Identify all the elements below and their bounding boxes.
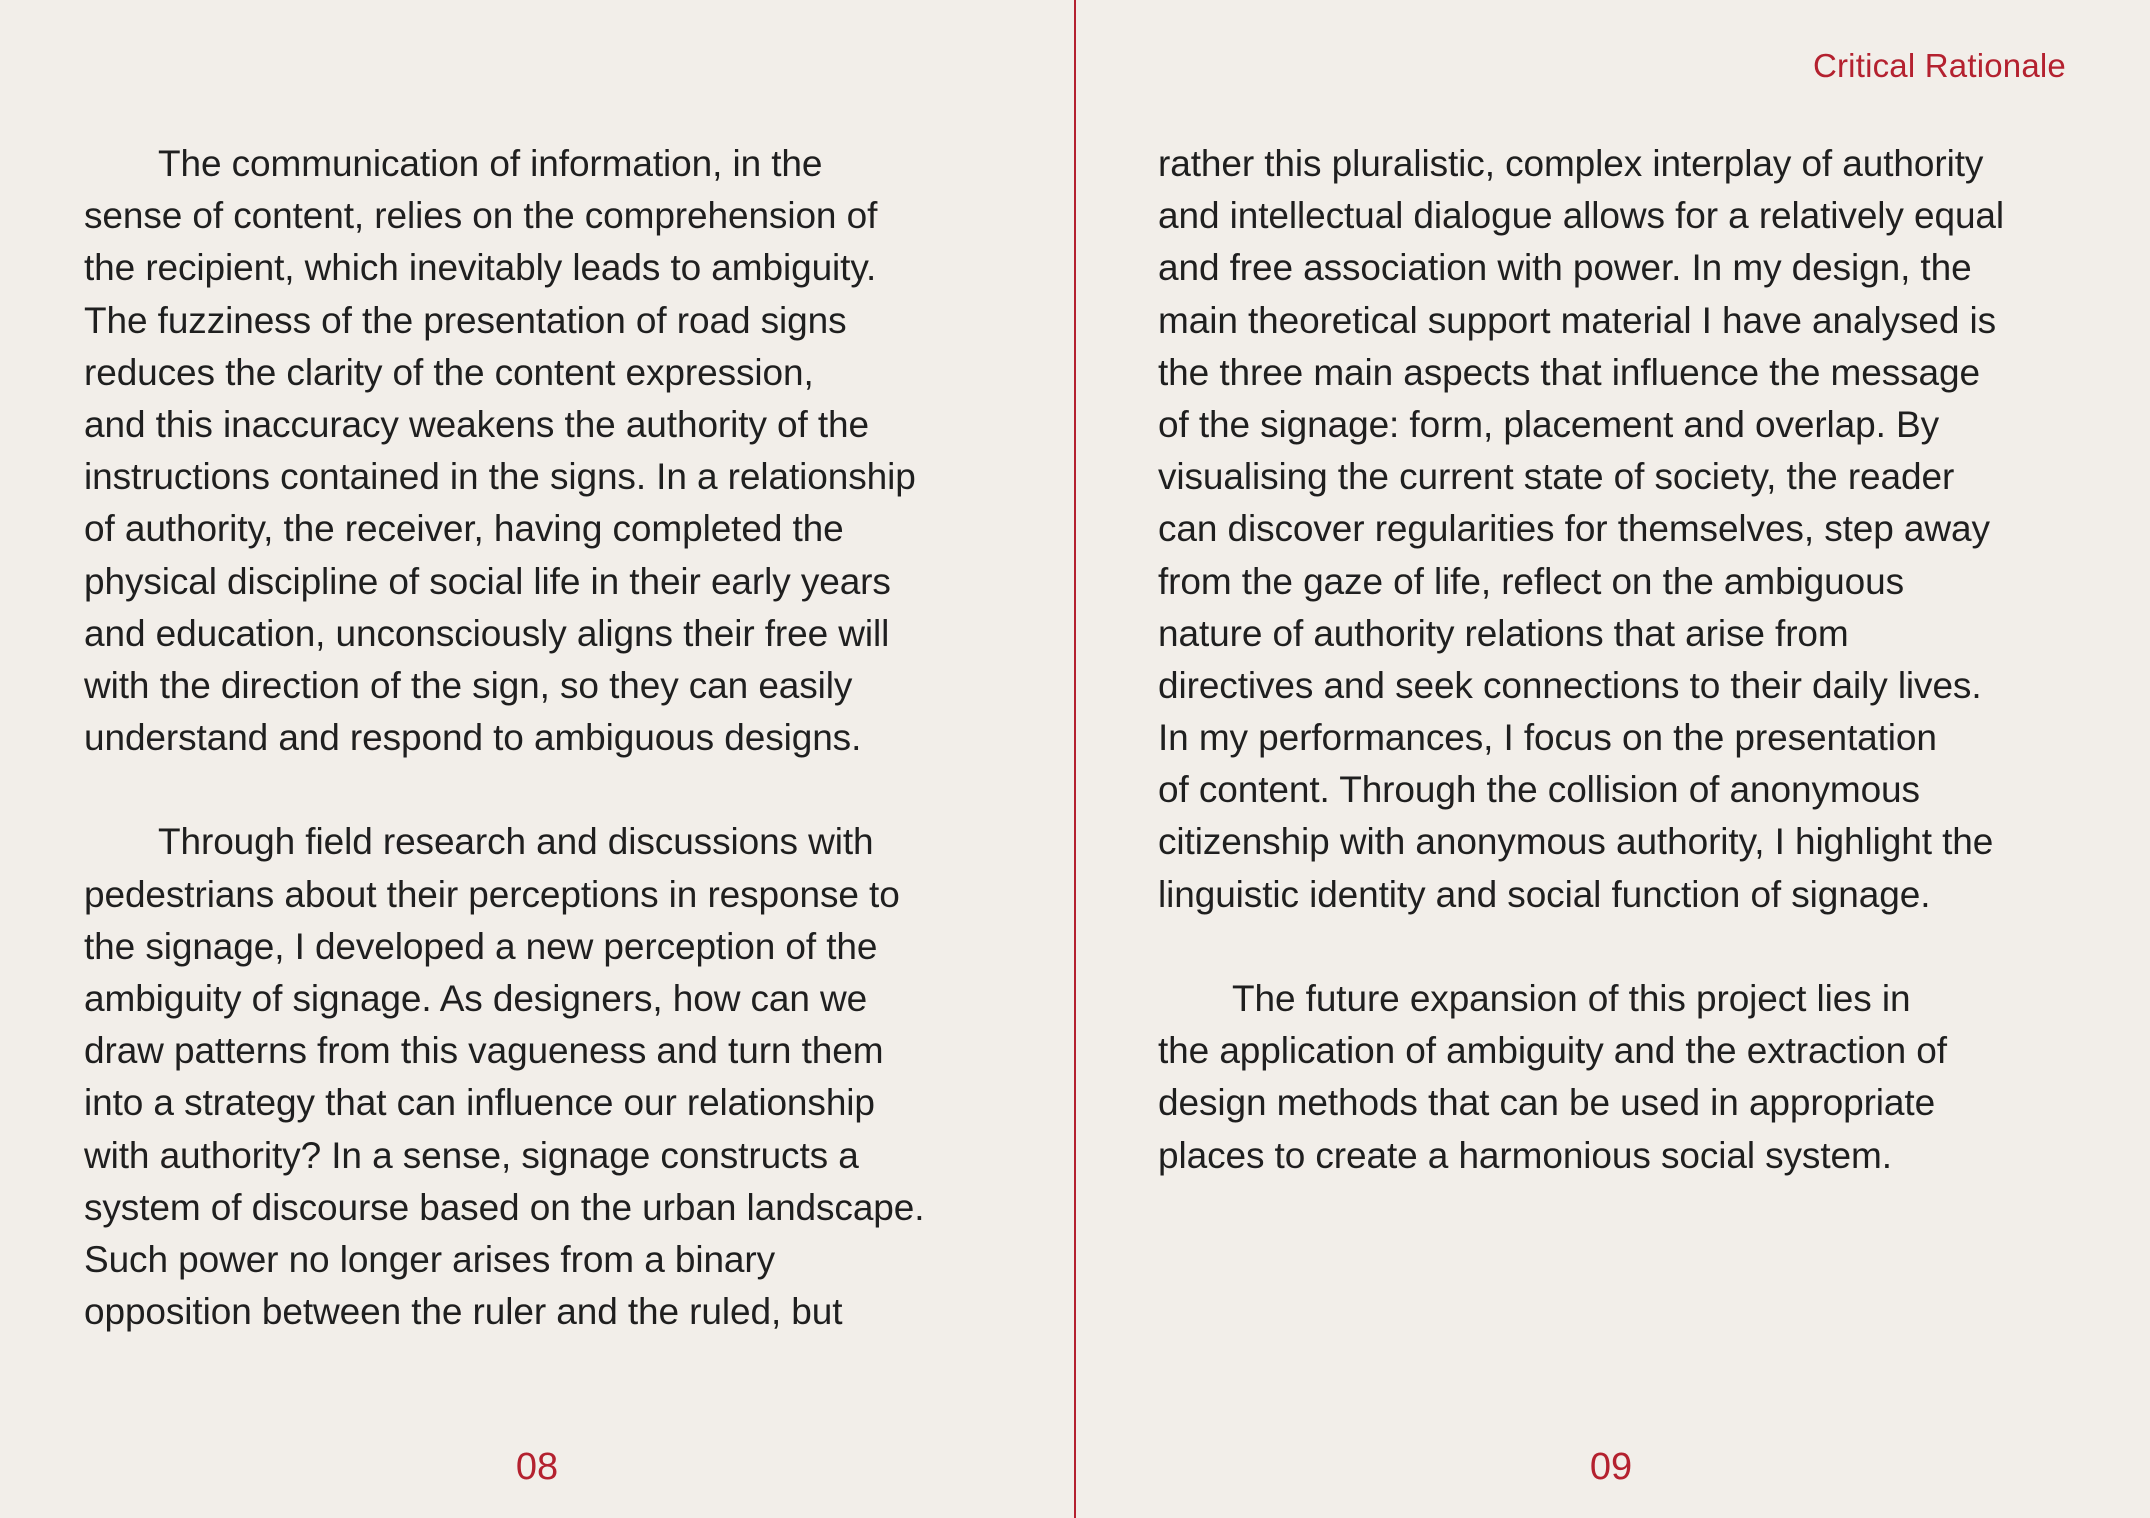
- paragraph-line: and education, unconsciously aligns their free will: [84, 612, 890, 654]
- paragraph-line: with the direction of the sign, so they can easily: [84, 664, 853, 706]
- left-body-text: [84, 138, 1014, 1338]
- paragraph-line: citizenship with anonymous authority, I highlight the: [1158, 821, 1994, 863]
- paragraph-line: the three main aspects that influence the message: [1158, 351, 1980, 393]
- paragraph-line: into a strategy that can influence our relationship: [84, 1082, 875, 1124]
- page-number-left: 08: [515, 1446, 559, 1488]
- right-body-text: [1158, 138, 2088, 1182]
- paragraph-line: and this inaccuracy weakens the authority of the: [84, 403, 869, 445]
- paragraph-line: instructions contained in the signs. In a relationship: [84, 456, 916, 498]
- paragraph-line: The fuzziness of the presentation of road signs: [84, 299, 847, 341]
- paragraph-line: design methods that can be used in appropriate: [1158, 1082, 1936, 1124]
- paragraph-line: rather this pluralistic, complex interplay of authority: [1158, 143, 1984, 184]
- paragraph-line: system of discourse based on the urban landscape.: [84, 1186, 925, 1228]
- page-number-right: 09: [1589, 1446, 1633, 1488]
- paragraph-line: can discover regularities for themselves, step away: [1158, 508, 1990, 550]
- paragraph-line: the recipient, which inevitably leads to ambiguity.: [84, 247, 877, 289]
- paragraph-line: of authority, the receiver, having completed the: [84, 508, 844, 550]
- paragraph-line: of content. Through the collision of anonymous: [1158, 769, 1920, 811]
- paragraph-line: draw patterns from this vagueness and turn them: [84, 1030, 884, 1072]
- paragraph-line: The communication of information, in the: [158, 143, 823, 184]
- paragraph-line: physical discipline of social life in their early years: [84, 560, 891, 602]
- paragraph-line: visualising the current state of society, the reader: [1158, 456, 1955, 498]
- paragraph-line: sense of content, relies on the comprehension of: [84, 195, 878, 237]
- paragraph-line: linguistic identity and social function of signage.: [1158, 873, 1931, 915]
- paragraph-gap: [84, 764, 1014, 816]
- paragraph-line: main theoretical support material I have analysed is: [1158, 299, 1997, 341]
- paragraph-line: understand and respond to ambiguous designs.: [84, 717, 862, 759]
- running-head: Critical Rationale: [1812, 47, 2066, 84]
- paragraph-line: and intellectual dialogue allows for a relatively equal: [1158, 195, 2005, 237]
- paragraph-line: The future expansion of this project lies in: [1232, 978, 1911, 1019]
- paragraph-line: Such power no longer arises from a binary: [84, 1238, 776, 1280]
- paragraph-line: In my performances, I focus on the presentation: [1158, 717, 1937, 759]
- paragraph-line: directives and seek connections to their daily lives.: [1158, 664, 1982, 706]
- paragraph-gap: [1158, 921, 2088, 973]
- paragraph-line: places to create a harmonious social system.: [1158, 1134, 1892, 1176]
- paragraph-line: nature of authority relations that arise from: [1158, 612, 1849, 654]
- paragraph-line: and free association with power. In my design, the: [1158, 247, 1972, 289]
- paragraph-line: the application of ambiguity and the extraction of: [1158, 1030, 1947, 1072]
- paragraph-line: opposition between the ruler and the ruled, but: [84, 1291, 843, 1333]
- paragraph-line: with authority? In a sense, signage constructs a: [84, 1134, 859, 1176]
- paragraph-line: of the signage: form, placement and overlap. By: [1158, 403, 1939, 445]
- paragraph-line: pedestrians about their perceptions in response to: [84, 873, 900, 915]
- left-page: [0, 0, 1074, 1518]
- paragraph-line: ambiguity of signage. As designers, how can we: [84, 978, 868, 1019]
- paragraph-line: Through field research and discussions with: [158, 821, 874, 863]
- paragraph-line: the signage, I developed a new perception of the: [84, 925, 878, 967]
- right-page: [1076, 0, 2150, 1518]
- paragraph-line: reduces the clarity of the content expression,: [84, 351, 814, 393]
- paragraph-line: from the gaze of life, reflect on the ambiguous: [1158, 560, 1904, 602]
